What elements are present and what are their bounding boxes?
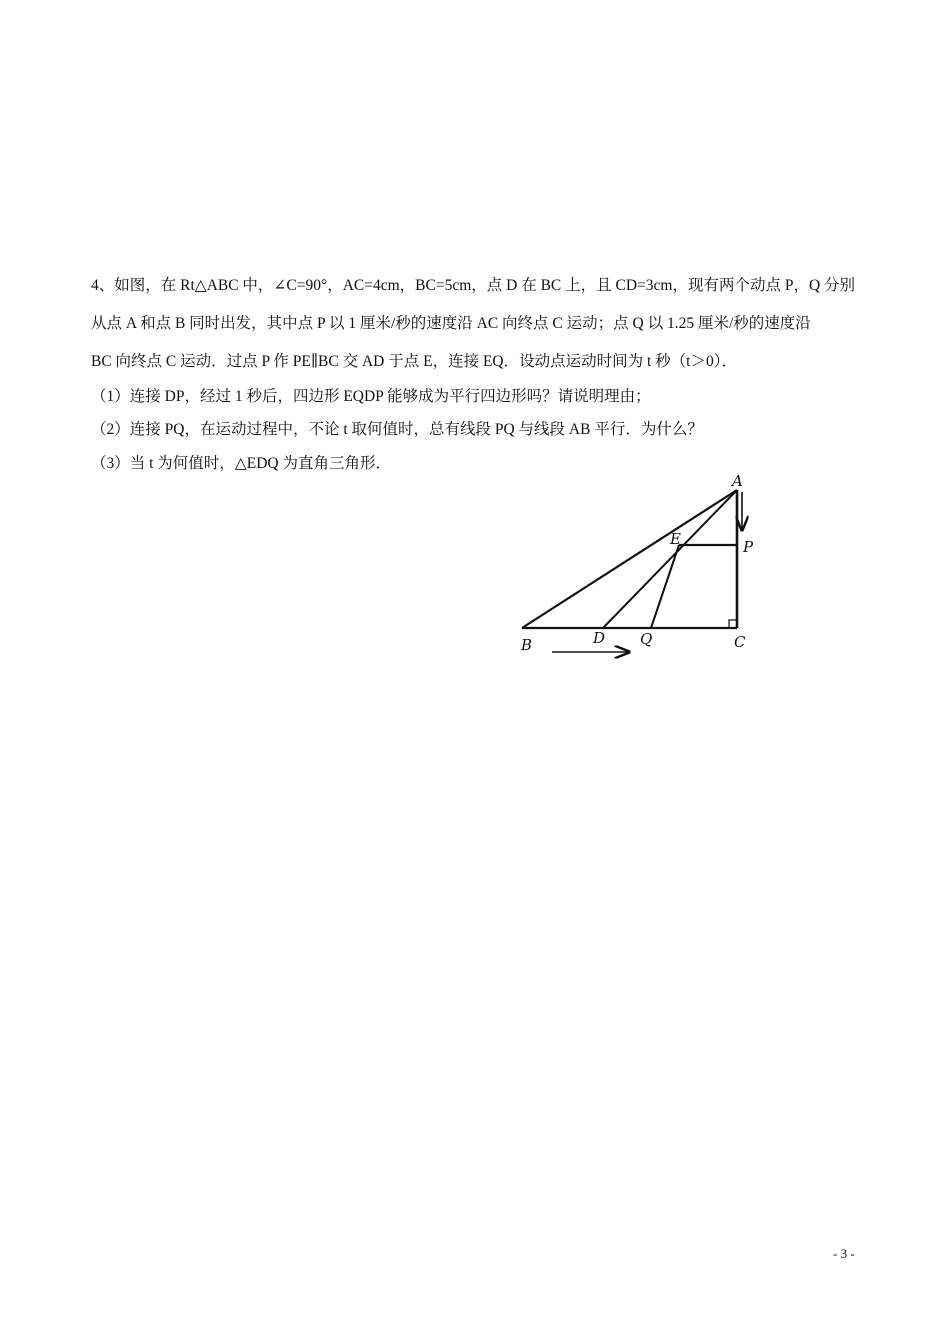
triangle-diagram xyxy=(515,468,775,668)
segment-ad xyxy=(603,490,737,628)
label-q: Q xyxy=(640,630,653,648)
label-b: B xyxy=(521,636,533,654)
question-2: （2）连接 PQ，在运动过程中，不论 t 取何值时，总有线段 PQ 与线段 AB 平行．为什么？ xyxy=(91,421,703,438)
label-c: C xyxy=(734,633,746,651)
label-d: D xyxy=(593,629,606,647)
label-e: E xyxy=(670,530,681,548)
segment-ab xyxy=(522,490,737,628)
problem-statement-line-3: BC 向终点 C 运动．过点 P 作 PE∥BC 交 AD 于点 E，连接 EQ．设动点运动时间为 t 秒（t＞0）． xyxy=(91,353,737,370)
geometry-figure xyxy=(515,468,775,668)
problem-statement-line-2: 从点 A 和点 B 同时出发，其中点 P 以 1 厘米/秒的速度沿 AC 向终点 C 运动；点 Q 以 1.25 厘米/秒的速度沿 xyxy=(91,315,811,332)
segment-eq xyxy=(651,545,679,628)
question-1: （1）连接 DP，经过 1 秒后，四边形 EQDP 能够成为平行四边形吗？请说明理由； xyxy=(91,388,651,405)
question-3: （3）当 t 为何值时，△EDQ 为直角三角形． xyxy=(91,455,391,472)
page-number: - 3 - xyxy=(833,1246,855,1261)
problem-statement-line-1: 4、如图，在 Rt△ABC 中，∠C=90°，AC=4cm，BC=5cm，点 D 在 BC 上，且 CD=3cm，现有两个动点 P，Q 分别 xyxy=(91,277,856,294)
label-p: P xyxy=(743,538,754,556)
label-a: A xyxy=(732,472,743,490)
